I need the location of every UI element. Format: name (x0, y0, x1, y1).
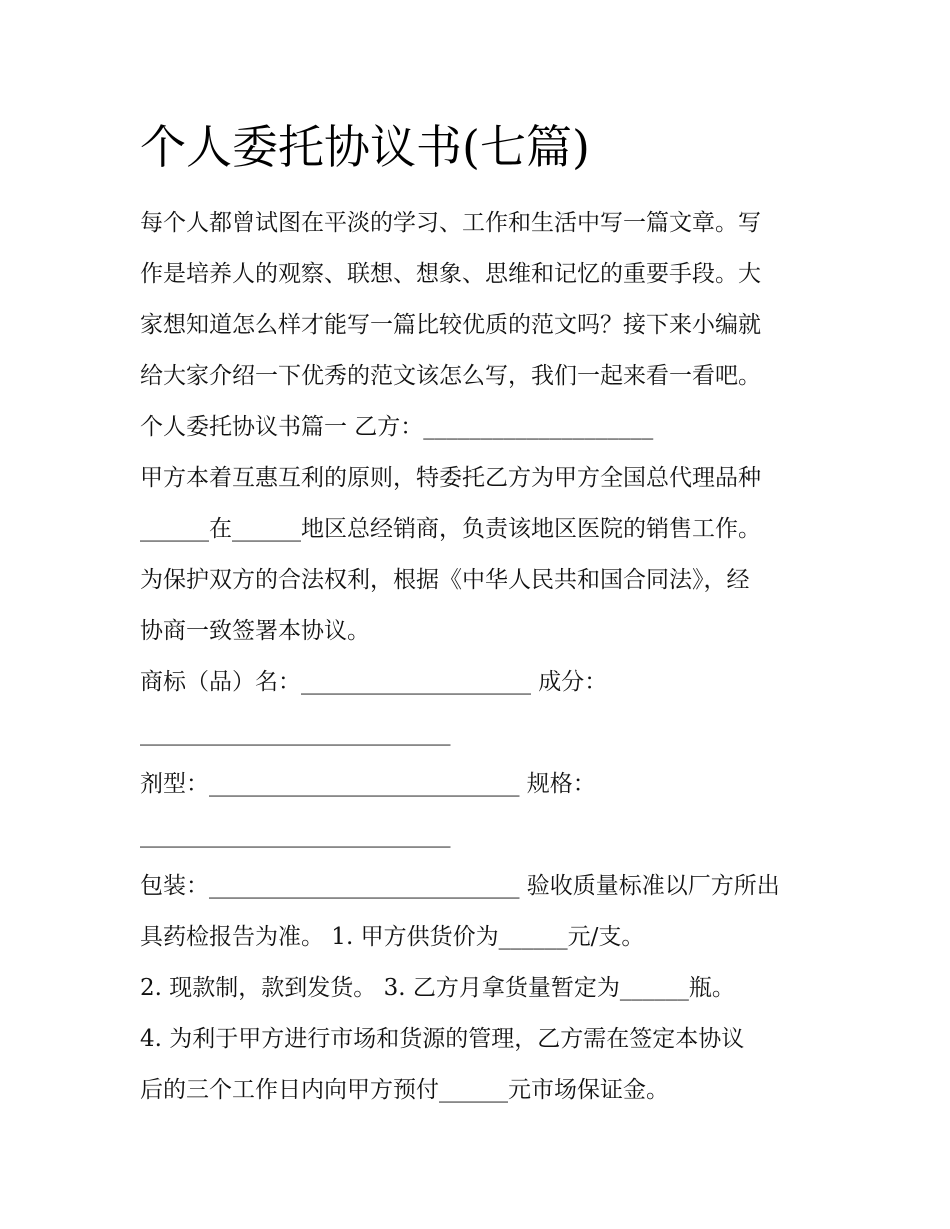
body-line: 给大家介绍一下优秀的范文该怎么写，我们一起来看一看吧。 (140, 363, 761, 389)
body-line: 甲方本着互惠互利的原则，特委托乙方为甲方全国总代理品种 (140, 465, 761, 491)
clause-line: 后的三个工作日内向甲方预付______元市场保证金。 (140, 1077, 669, 1103)
body-line: 每个人都曾试图在平淡的学习、工作和生活中写一篇文章。写 (140, 210, 761, 236)
body-line: 作是培养人的观察、联想、想象、思维和记忆的重要手段。大 (140, 261, 761, 287)
clause-line: 2. 现款制，款到发货。 3. 乙方月拿货量暂定为______瓶。 (140, 975, 735, 1001)
form-field-line: 商标（品）名：____________________ 成分： (140, 669, 608, 695)
section-heading-line: 个人委托协议书篇一 乙方：____________________ (140, 414, 654, 440)
body-line: 协商一致签署本协议。 (140, 618, 370, 644)
form-field-line: 剂型：___________________________ 规格： (140, 771, 596, 797)
clause-line: 4. 为利于甲方进行市场和货源的管理，乙方需在签定本协议 (140, 1026, 745, 1052)
clause-line: 具药检报告为准。 1. 甲方供货价为______元/支。 (140, 924, 645, 950)
form-field-line: 包装：___________________________ 验收质量标准以厂方所出 (140, 873, 780, 899)
document-title: 个人委托协议书(七篇) (140, 120, 590, 174)
document-body (140, 198, 820, 1116)
body-line: 为保护双方的合法权利，根据《中华人民共和国合同法》，经 (140, 567, 750, 593)
form-blank-line: ___________________________ (140, 720, 451, 746)
body-line: 家想知道怎么样才能写一篇比较优质的范文吗？接下来小编就 (140, 312, 761, 338)
body-line: ______在______地区总经销商，负责该地区医院的销售工作。 (140, 516, 761, 542)
form-blank-line: ___________________________ (140, 822, 451, 848)
